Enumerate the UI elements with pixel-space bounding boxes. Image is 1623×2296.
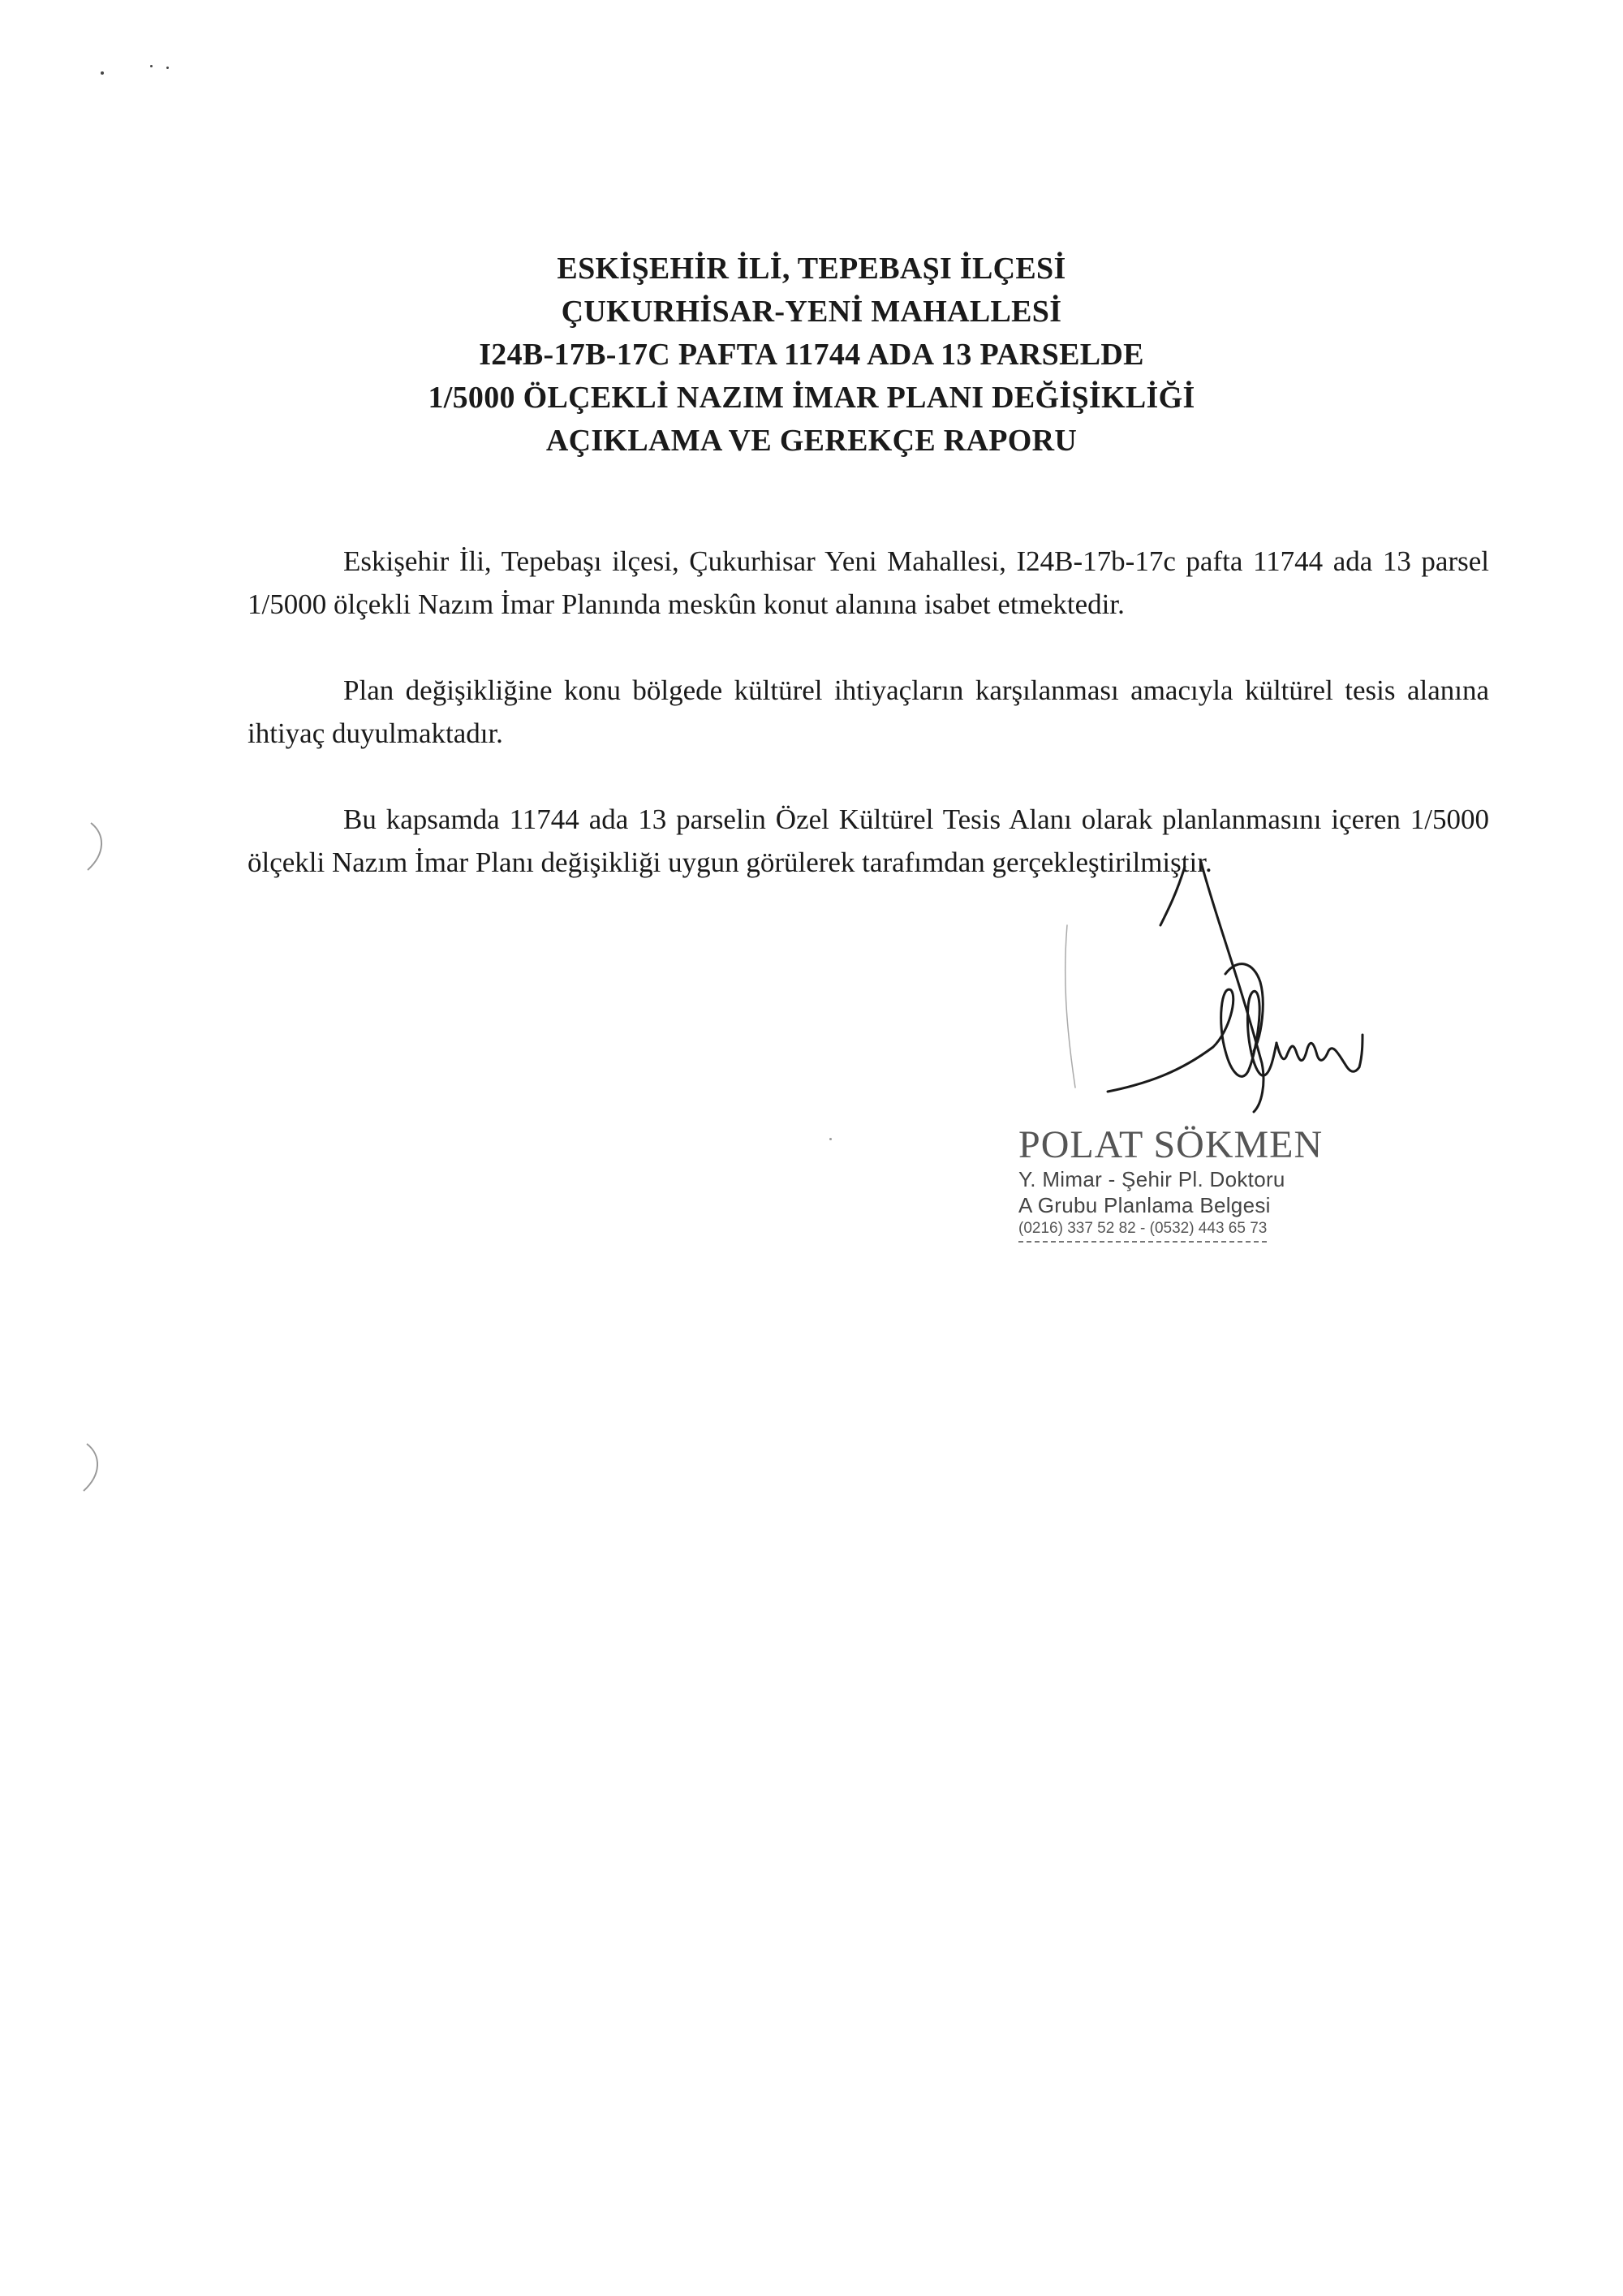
official-stamp [1018, 1124, 1392, 1243]
punch-hole-mark [77, 1441, 110, 1497]
stamp-phone: (0216) 337 52 82 - (0532) 443 65 73 [1018, 1218, 1267, 1243]
document-title [243, 248, 1380, 463]
body-paragraph: Plan değişikliğine konu bölgede kültürel ihtiyaçların karşılanması amacıyla kültürel tesis alanına ihtiyaç duyulmaktadır. [248, 674, 1489, 749]
body-paragraph: Bu kapsamda 11744 ada 13 parselin Özel Kültürel Tesis Alanı olarak planlanmasını içeren 1/5000 ölçekli Nazım İmar Planı değişikliği uygun görülerek tarafımdan gerçekleştirilmiştir. [248, 803, 1489, 878]
title-line: AÇIKLAMA VE GEREKÇE RAPORU [545, 424, 1078, 458]
body-paragraph: Eskişehir İli, Tepebaşı ilçesi, Çukurhisar Yeni Mahallesi, I24B-17b-17c pafta 11744 ada 13 parsel 1/5000 ölçekli Nazım İmar Planında meskûn konut alanına isabet etmektedir. [248, 545, 1489, 620]
stamp-group: A Grubu Planlama Belgesi [1018, 1193, 1271, 1217]
scan-speck [150, 65, 153, 67]
title-line: I24B-17B-17C PAFTA 11744 ADA 13 PARSELDE [479, 338, 1144, 372]
signature-block [1018, 860, 1392, 1282]
handwritten-signature [1018, 860, 1392, 1152]
punch-hole-mark [81, 820, 114, 877]
title-line: 1/5000 ÖLÇEKLİ NAZIM İMAR PLANI DEĞİŞİKLİĞİ [428, 381, 1195, 415]
title-line: ÇUKURHİSAR-YENİ MAHALLESİ [561, 295, 1062, 329]
scan-speck [829, 1138, 832, 1140]
scan-speck [101, 71, 104, 75]
title-line: ESKİŞEHİR İLİ, TEPEBAŞI İLÇESİ [557, 252, 1066, 286]
stamp-title: Y. Mimar - Şehir Pl. Doktoru [1018, 1167, 1285, 1191]
stamp-name: POLAT SÖKMEN [1018, 1123, 1324, 1166]
scan-speck [166, 67, 169, 69]
